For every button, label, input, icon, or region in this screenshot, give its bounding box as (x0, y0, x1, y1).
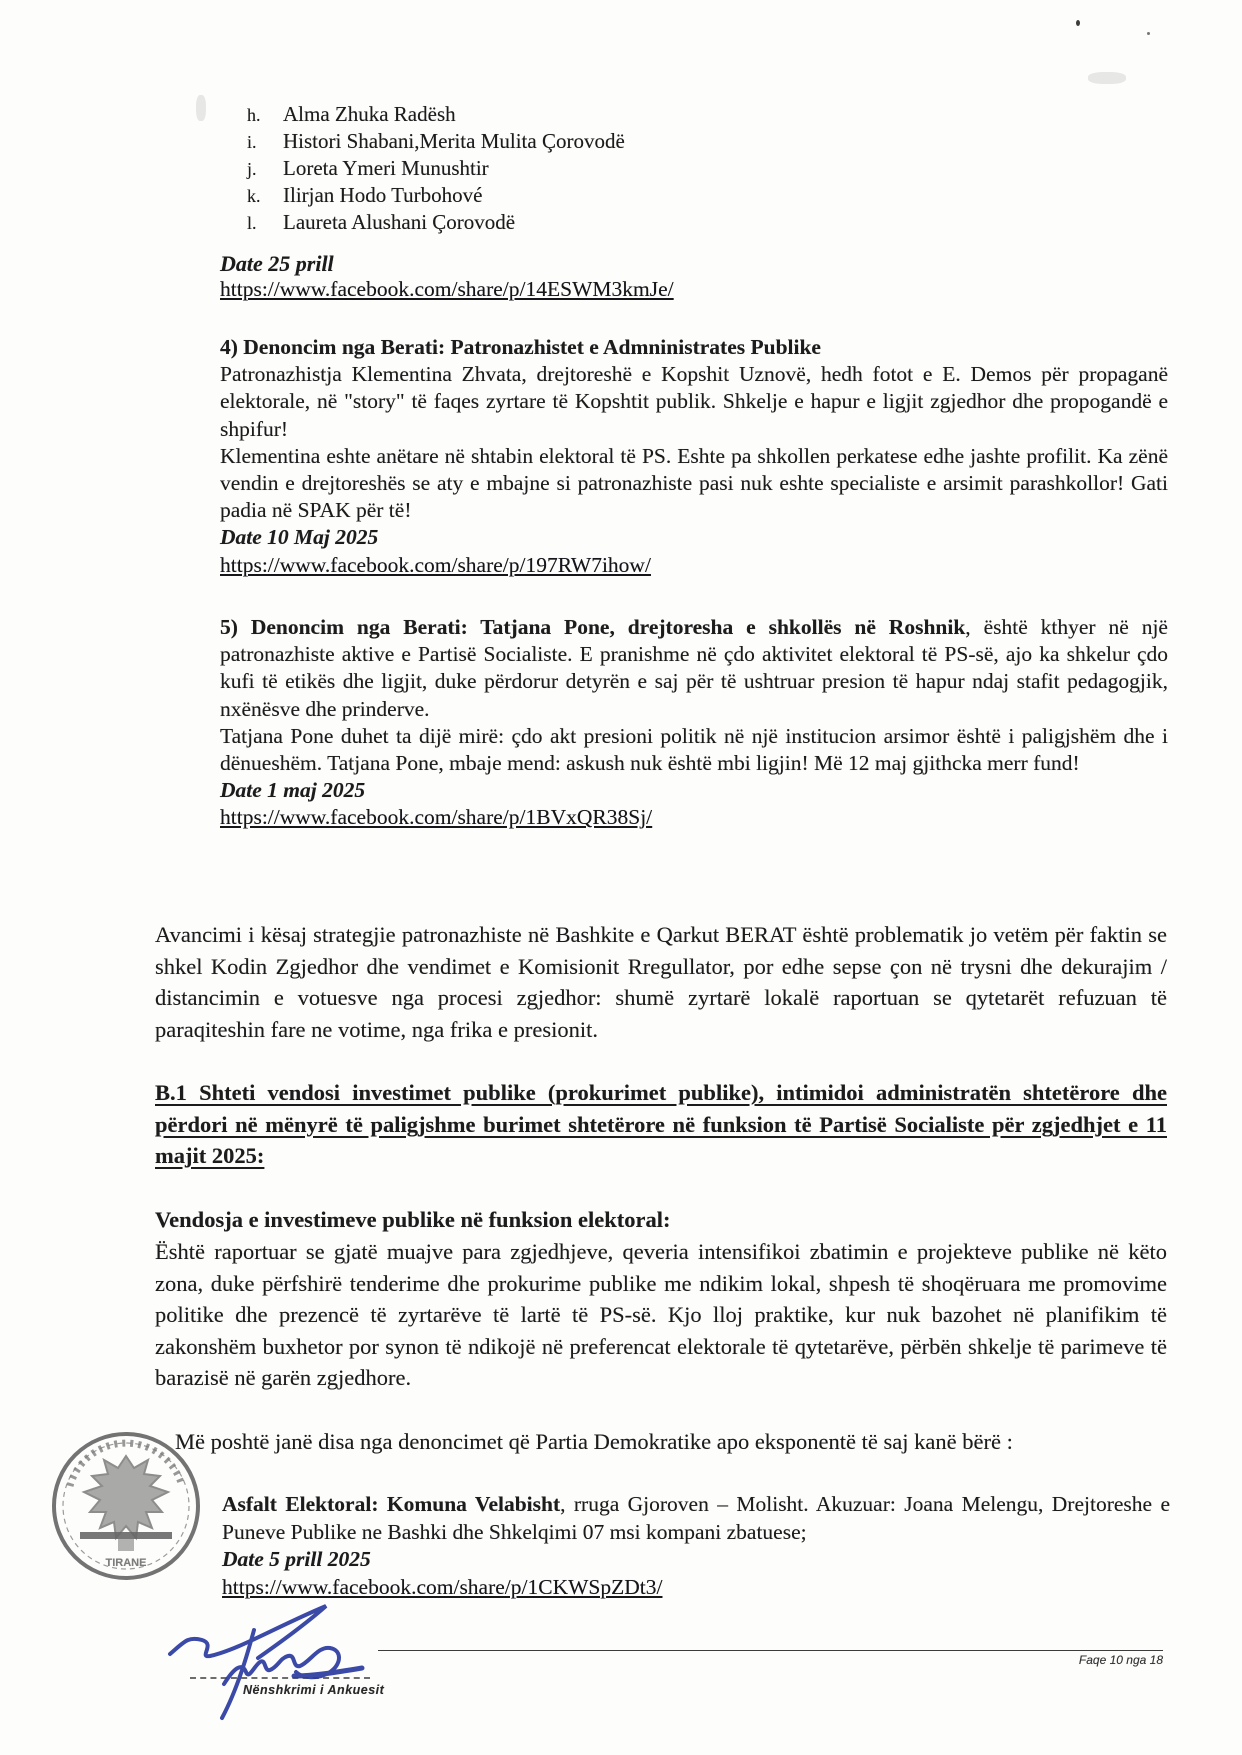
facebook-link-wrap (220, 277, 674, 302)
footer-rule (378, 1650, 1163, 1651)
section-5-lead-rest: , është kthyer në një patronazhiste aktive e Partisë Socialiste. E pranishme në çdo aktivitet elektoral të PS-së, ajo ka shkelur çdo kufi të etikës dhe ligjit, duke përdorur detyrën e saj për të ushtruar presion të hapur ndaj stafit pedagogjik, nxënësve dhe prinderve. (220, 615, 1168, 721)
analysis-paragraph: Avancimi i kësaj strategjie patronazhiste në Bashkite e Qarkut BERAT është problematik jo vetëm për faktin se shkel Kodin Zgjedhor dhe vendimet e Komisionit Rregullator, por edhe sepse çon në trysni dhe dekurajim / distancimin e votuesve nga procesi zgjedhor: shumë zyrtarë lokalë raportuan se qytetarët refuzuan të paraqiteshin fare ne votime, nga frika e presionit. (155, 922, 1167, 1042)
section-4-paragraph-1: Patronazhistja Klementina Zhvata, drejtoreshë e Kopshit Uznovë, hedh fotot e E. Demos për propaganë elektorale, në "story" të faqes zyrtare të Kopshtit publik. Shkelje e hapur e ligjit zgjedhor dhe propogandë e shpifur! (220, 362, 1168, 441)
list-item-letter: i. (247, 132, 257, 152)
denunciation-asfalt-rest: , rruga Gjoroven – Molisht. Akuzuar: Joana Melengu, Drejtoreshe e Puneve Publike ne Bashki dhe Shkelqimi 07 msi kompani zbatuese; (222, 1492, 1170, 1544)
denounced-name-list (247, 101, 625, 236)
section-4-paragraph-2: Klementina eshte anëtare në shtabin elektoral të PS. Eshte pa shkollen perkatese edhe jashte profilit. Ka zënë vendin e drejtoreshës se aty e mbajne si patronazhiste pasi nuk eshte specialiste e arsimit parashkollor! Gati padia në SPAK për të! (220, 443, 1168, 523)
list-item-name: Loreta Ymeri Munushtir (283, 156, 489, 180)
facebook-link[interactable]: https://www.facebook.com/share/p/1CKWSpZDt3/ (222, 1574, 663, 1599)
date-line: Date 10 Maj 2025 (220, 525, 379, 550)
stamp-bottom-text: TIRANE (105, 1557, 147, 1569)
list-item (247, 128, 625, 155)
facebook-link-wrap (220, 804, 1168, 831)
list-item (247, 155, 625, 182)
handwritten-signature (158, 1592, 378, 1732)
date-line: Date 1 maj 2025 (220, 778, 366, 803)
facebook-link[interactable]: https://www.facebook.com/share/p/14ESWM3kmJe/ (220, 277, 674, 301)
section-5-heading: 5) Denoncim nga Berati: Tatjana Pone, drejtoresha e shkollës në Roshnik (220, 615, 966, 639)
denunciation-asfalt-paragraph (222, 1491, 1170, 1546)
list-item (247, 209, 625, 236)
scan-speck (1147, 32, 1150, 35)
section-5 (220, 614, 1168, 832)
list-item-name: Ilirjan Hodo Turbohové (283, 183, 483, 207)
list-item-name: Histori Shabani,Merita Mulita Çorovodë (283, 129, 625, 153)
list-item-letter: k. (247, 186, 261, 206)
page-number: Faqe 10 nga 18 (1078, 1653, 1163, 1667)
list-item-name: Laureta Alushani Çorovodë (283, 210, 516, 234)
section-4 (220, 334, 1168, 579)
party-seal-stamp (48, 1428, 204, 1584)
section-5-paragraph-1 (220, 614, 1168, 723)
section-b1-heading: B.1 Shteti vendosi investimet publike (prokurimet publike), intimidoi administratën shtetërore dhe përdori në mënyrë të paligjshme burimet shtetërore në funksion të Partisë Socialiste për zgjedhjet e 11 majit 2025: (155, 1080, 1167, 1168)
section-5-paragraph-2: Tatjana Pone duhet ta dijë mirë: çdo akt presioni politik në një institucion arsimor është i paligjshëm dhe i dënueshëm. Tatjana Pone, mbaje mend: askush nuk është mbi ligjin! Më 12 maj gjithcka merr fund! (220, 723, 1168, 776)
scan-smudge (1088, 72, 1126, 84)
denunciation-asfalt (222, 1491, 1170, 1601)
scan-smudge (196, 95, 206, 121)
stamp-bar (80, 1532, 172, 1539)
signature-label: Nënshkrimi i Ankuesit (243, 1683, 385, 1697)
section-4-heading: 4) Denoncim nga Berati: Patronazhistet e Admninistrates Publike (220, 335, 821, 359)
eagle-emblem (84, 1456, 168, 1538)
date-line: Date 5 prill 2025 (222, 1547, 371, 1571)
list-item (247, 101, 625, 128)
investments-paragraph: Është raportuar se gjatë muajve para zgjedhjeve, qeveria intensifikoi zbatimin e projekteve publike në këto zona, duke përfshirë tenderime dhe prokurime publike me ndikim lokal, shpesh të shoqëruara me promovime politike dhe prezencë të zyrtarëve të lartë të PS-së. Kjo lloj praktike, kur nuk bazohet në planifikim të zakonshëm buxhetor por synon të ndikojë në preferencat elektorale të qytetarëve, përbën shkelje të parimeve të barazisë në garën zgjedhore. (155, 1239, 1167, 1390)
facebook-link[interactable]: https://www.facebook.com/share/p/197RW7ihow/ (220, 552, 651, 577)
list-item-name: Alma Zhuka Radësh (283, 102, 456, 126)
facebook-link[interactable]: https://www.facebook.com/share/p/1BVxQR38Sj/ (220, 805, 653, 830)
list-item (247, 182, 625, 209)
list-item-letter: h. (247, 105, 261, 125)
list-item-letter: l. (247, 213, 257, 233)
denunciations-intro: Më poshtë janë disa nga denoncimet që Partia Demokratike apo eksponentë të saj kanë bërë : (175, 1429, 1013, 1454)
stamp-base (118, 1539, 134, 1551)
denunciation-asfalt-title: Asfalt Elektoral: Komuna Velabisht (222, 1492, 561, 1516)
facebook-link-wrap (220, 552, 1168, 579)
list-item-letter: j. (247, 159, 257, 179)
sub-heading-investments: Vendosja e investimeve publike në funksion elektoral: (155, 1207, 671, 1232)
date-line: Date 25 prill (220, 251, 334, 276)
scan-speck (1076, 20, 1080, 26)
